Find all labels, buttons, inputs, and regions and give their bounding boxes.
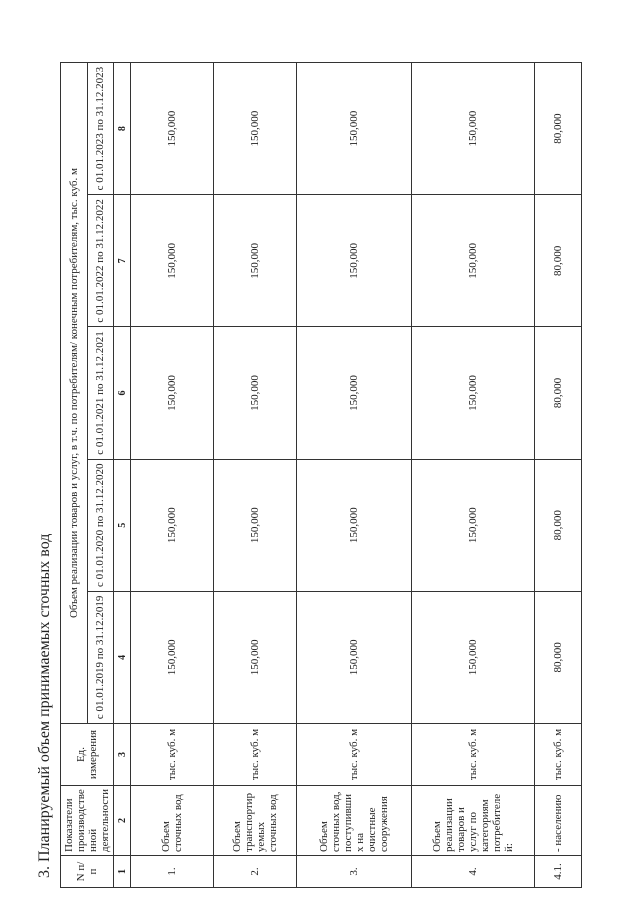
row-value: 80,000: [535, 591, 582, 723]
column-index: 1: [114, 856, 131, 888]
header-period: с 01.01.2020 по 31.12.2020: [87, 459, 114, 591]
row-value: 80,000: [535, 63, 582, 195]
row-value: 150,000: [412, 459, 535, 591]
row-unit: тыс. куб. м: [535, 724, 582, 786]
row-number: 1.: [131, 856, 214, 888]
row-unit: тыс. куб. м: [131, 724, 214, 786]
row-value: 150,000: [412, 327, 535, 459]
row-number: 3.: [297, 856, 412, 888]
row-value: 150,000: [297, 459, 412, 591]
row-value: 150,000: [131, 195, 214, 327]
row-indicator: Объем сточных вод: [131, 786, 214, 856]
row-value: 150,000: [412, 591, 535, 723]
row-value: 150,000: [214, 63, 297, 195]
row-number: 4.: [412, 856, 535, 888]
column-index: 6: [114, 327, 131, 459]
row-unit: тыс. куб. м: [214, 724, 297, 786]
row-value: 150,000: [131, 459, 214, 591]
row-value: 150,000: [214, 327, 297, 459]
row-value: 80,000: [535, 327, 582, 459]
column-index: 4: [114, 591, 131, 723]
table-row: [131, 63, 214, 888]
table-row: [214, 63, 297, 888]
header-period: с 01.01.2023 по 31.12.2023: [87, 63, 114, 195]
column-index: 3: [114, 724, 131, 786]
header-volume-group: Объем реализации товаров и услуг, в т.ч. по потребителям/ конечным потребителям, тыс. куб. м: [61, 63, 88, 724]
row-value: 150,000: [297, 591, 412, 723]
row-indicator: - населению: [535, 786, 582, 856]
row-unit: тыс. куб. м: [412, 724, 535, 786]
rotated-document-page: [36, 18, 584, 888]
row-value: 80,000: [535, 195, 582, 327]
row-unit: тыс. куб. м: [297, 724, 412, 786]
table-header-row: [61, 63, 88, 888]
row-value: 150,000: [131, 63, 214, 195]
table-row: [535, 63, 582, 888]
header-period: с 01.01.2019 по 31.12.2019: [87, 591, 114, 723]
row-value: 150,000: [131, 327, 214, 459]
header-period: с 01.01.2021 по 31.12.2021: [87, 327, 114, 459]
row-value: 150,000: [297, 327, 412, 459]
column-index: 7: [114, 195, 131, 327]
row-value: 80,000: [535, 459, 582, 591]
row-indicator: Объем сточных вод, поступивших на очистные сооружения: [297, 786, 412, 856]
row-indicator: Объем транспортируемых сточных вод: [214, 786, 297, 856]
header-unit: Ед. измерения: [61, 724, 114, 786]
wastewater-volume-table: [60, 62, 582, 888]
header-period: с 01.01.2022 по 31.12.2022: [87, 195, 114, 327]
row-value: 150,000: [214, 459, 297, 591]
table-row: [412, 63, 535, 888]
row-number: 4.1.: [535, 856, 582, 888]
column-index: 5: [114, 459, 131, 591]
row-value: 150,000: [214, 591, 297, 723]
row-value: 150,000: [297, 63, 412, 195]
table-row: [297, 63, 412, 888]
section-title: 3. Планируемый объем принимаемых сточных вод: [36, 533, 53, 878]
row-value: 150,000: [131, 591, 214, 723]
row-number: 2.: [214, 856, 297, 888]
row-value: 150,000: [412, 63, 535, 195]
header-indicator: Показатели производственной деятельности: [61, 786, 114, 856]
row-value: 150,000: [297, 195, 412, 327]
column-index: 2: [114, 786, 131, 856]
row-value: 150,000: [412, 195, 535, 327]
column-index-row: [114, 63, 131, 888]
column-index: 8: [114, 63, 131, 195]
row-value: 150,000: [214, 195, 297, 327]
header-num: N п/п: [61, 856, 114, 888]
row-indicator: Объем реализации товаров и услуг по категориям потребителей:: [412, 786, 535, 856]
